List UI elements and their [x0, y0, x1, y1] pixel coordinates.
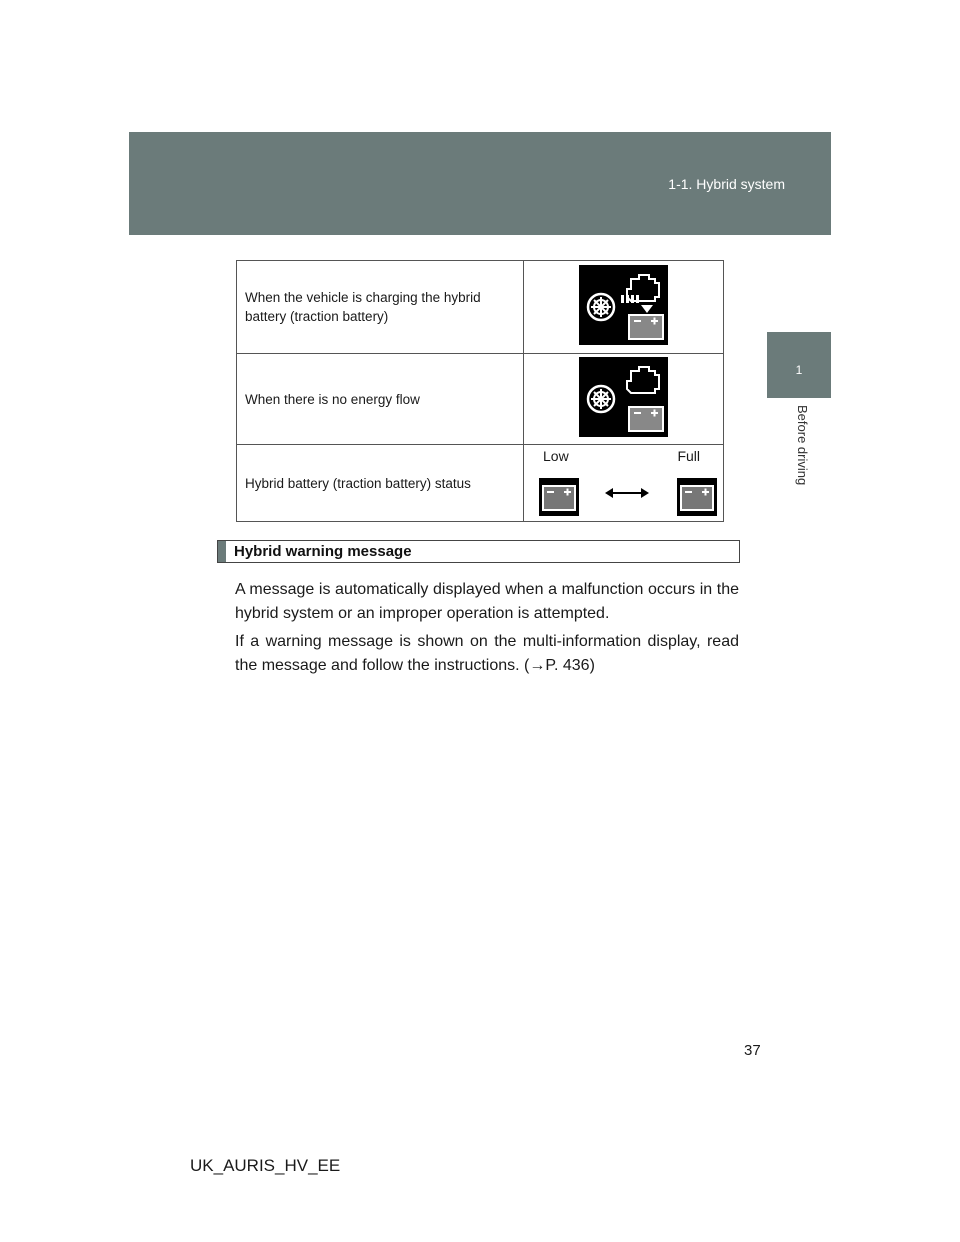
cross-reference-arrow: →: [529, 656, 546, 674]
body-paragraph: [235, 630, 739, 677]
title-accent: [218, 541, 226, 562]
battery-low-icon: [539, 478, 579, 516]
icon-cell: [524, 261, 724, 354]
charging-energy-flow-icon: [579, 265, 668, 345]
body-paragraph: A message is automatically displayed when a malfunction occurs in the hybrid system or an improper operation is attempted.: [235, 581, 739, 622]
page-reference: P. 436): [545, 656, 595, 674]
section-label: 1-1. Hybrid system: [668, 176, 785, 192]
table-row: [237, 445, 724, 522]
indicator-table: [236, 260, 724, 522]
battery-status-cell: [525, 446, 722, 520]
header-band: [129, 132, 831, 235]
paragraph-text: If a warning message is shown on the multi-information display, read the message and follow the instructions. (: [235, 633, 739, 674]
full-label: Full: [677, 448, 700, 464]
row-description: When the vehicle is charging the hybrid battery (traction battery): [237, 261, 524, 354]
section-title-bar: [217, 540, 740, 563]
chapter-tab: [767, 332, 831, 398]
battery-full-icon: [677, 478, 717, 516]
section-title: Hybrid warning message: [234, 543, 412, 560]
row-description: Hybrid battery (traction battery) status: [237, 445, 524, 522]
icon-cell: [524, 354, 724, 445]
row-description: When there is no energy flow: [237, 354, 524, 445]
chapter-number: 1: [795, 363, 803, 377]
table-row: [237, 354, 724, 445]
no-energy-flow-icon: [579, 357, 668, 437]
document-code: UK_AURIS_HV_EE: [190, 1156, 341, 1175]
low-label: Low: [543, 448, 569, 464]
table-row: [237, 261, 724, 354]
icon-cell: [524, 445, 724, 522]
chapter-title: Before driving: [795, 405, 810, 486]
page-number: 37: [744, 1042, 761, 1059]
double-arrow-icon: [605, 486, 649, 505]
